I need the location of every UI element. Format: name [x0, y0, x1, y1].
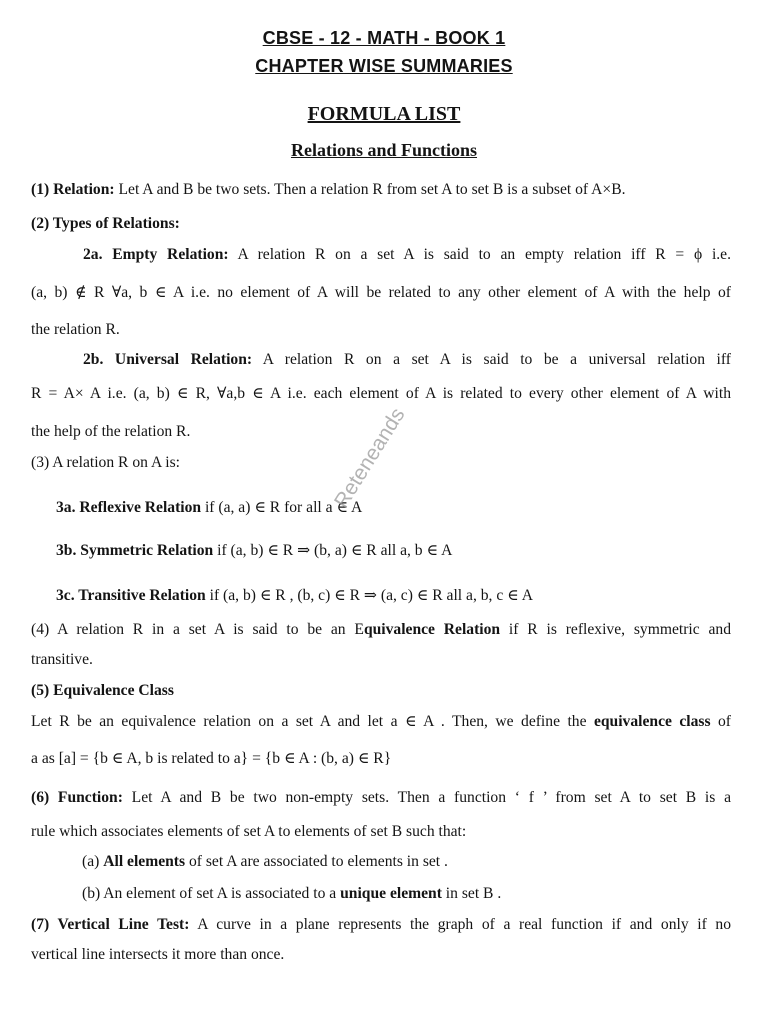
equivalence-class-heading: (5) Equivalence Class — [31, 682, 174, 699]
equivalence-class-line-2: a as [a] = {b ∈ A, b is related to a} = {b ∈ A : (b, a) ∈ R} — [31, 750, 392, 767]
equivalence-relation-line-2: transitive. — [31, 651, 93, 668]
header-line-2: CHAPTER WISE SUMMARIES — [255, 56, 513, 76]
function-condition-a: (a) All elements of set A are associated to elements in set . — [82, 853, 448, 870]
types-of-relations-heading: (2) Types of Relations: — [31, 215, 180, 232]
function-line-2: rule which associates elements of set A to elements of set B such that: — [31, 823, 467, 840]
universal-relation-line-3: the help of the relation R. — [31, 423, 191, 440]
empty-relation-line-3: the relation R. — [31, 321, 120, 338]
relation-definition — [31, 180, 731, 200]
header-line-1: CBSE - 12 - MATH - BOOK 1 — [262, 28, 506, 48]
universal-relation-line-2: R = A× A i.e. (a, b) ∈ R, ∀a,b ∈ A i.e. each element of A is related to every other element of A with — [31, 385, 731, 402]
symmetric-label: 3b. Symmetric Relation — [56, 542, 214, 559]
reflexive-label: 3a. Reflexive Relation — [56, 499, 202, 516]
function-label: (6) Function: — [31, 789, 123, 806]
relation-label: (1) Relation: — [31, 181, 115, 198]
equivalence-class-line-1: Let R be an equivalence relation on a set A and let a ∈ A . Then, we define the equivalence class of — [31, 713, 732, 730]
vertical-line-test-line-2: vertical line intersects it more than once. — [31, 946, 285, 963]
vertical-line-test-label: (7) Vertical Line Test: — [31, 916, 190, 933]
empty-relation-label: 2a. Empty Relation: — [83, 246, 229, 263]
function-line-1: (6) Function: Let A and B be two non-empty sets. Then a function ‘ f ’ from set A to set B is a — [31, 789, 732, 806]
watermark: Reteneands — [330, 403, 410, 513]
transitive-label: 3c. Transitive Relation — [56, 587, 206, 604]
page-title: FORMULA LIST — [307, 103, 461, 125]
relation-text: Let A and B be two sets. Then a relation R from set A to set B is a subset of A×B. — [114, 181, 626, 198]
equivalence-relation-line-1: (4) A relation R in a set A is said to be an Equivalence Relation if R is reflexive, symmetric and — [31, 621, 731, 638]
relation-properties-intro: (3) A relation R on A is: — [31, 454, 181, 471]
universal-relation-label: 2b. Universal Relation: — [83, 351, 253, 368]
symmetric-relation: 3b. Symmetric Relation if (a, b) ∈ R ⇒ (b, a) ∈ R all a, b ∈ A — [56, 542, 453, 559]
vertical-line-test-line-1: (7) Vertical Line Test: A curve in a plane represents the graph of a real function if and only if no — [31, 916, 731, 933]
reflexive-relation: 3a. Reflexive Relation if (a, a) ∈ R for all a ∈ A — [56, 499, 363, 516]
function-condition-b: (b) An element of set A is associated to a unique element in set B . — [82, 885, 502, 902]
universal-relation-line-1: 2b. Universal Relation: A relation R on a set A is said to be a universal relation iff — [83, 351, 731, 368]
transitive-relation: 3c. Transitive Relation if (a, b) ∈ R , (b, c) ∈ R ⇒ (a, c) ∈ R all a, b, c ∈ A — [56, 587, 534, 604]
section-subtitle: Relations and Functions — [290, 140, 478, 160]
empty-relation-line-1: 2a. Empty Relation: A relation R on a set A is said to an empty relation iff R = ϕ i.e. — [83, 246, 731, 263]
empty-relation-line-2: (a, b) ∉ R ∀a, b ∈ A i.e. no element of A will be related to any other element of A with the help of — [31, 284, 731, 301]
